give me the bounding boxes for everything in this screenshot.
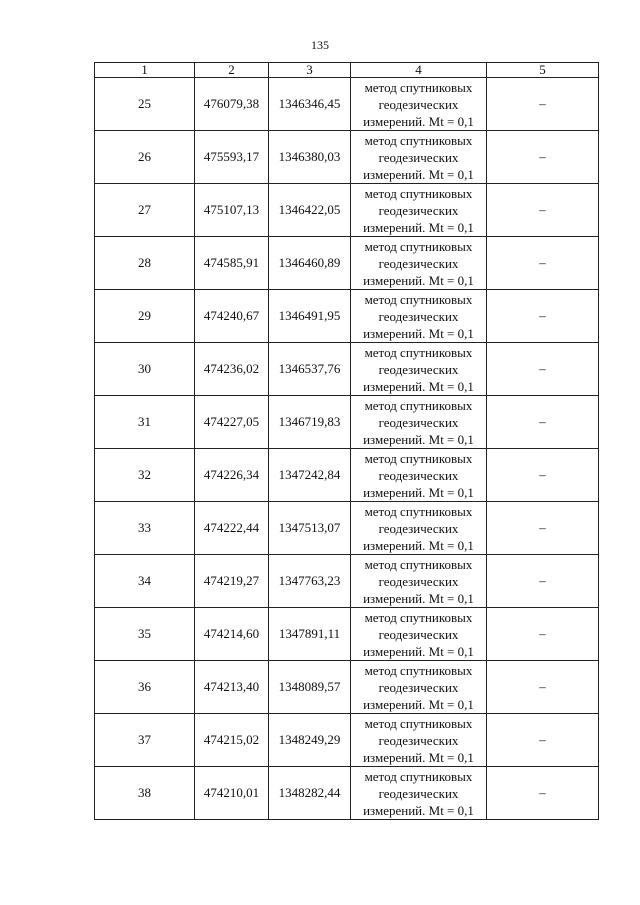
method-line: измерений. Mt = 0,1: [363, 590, 474, 606]
method-cell: [351, 290, 487, 343]
table-row: [95, 343, 599, 396]
header-row: [95, 63, 599, 78]
method-line: измерений. Mt = 0,1: [363, 643, 474, 659]
y-coordinate-cell: 1346460,89: [269, 237, 351, 290]
point-number-cell: 38: [95, 767, 195, 820]
method-line: метод спутниковых: [364, 609, 473, 625]
point-number-cell: 29: [95, 290, 195, 343]
x-coordinate-cell: 474585,91: [195, 237, 269, 290]
table-row: [95, 767, 599, 820]
note-cell: –: [487, 714, 599, 767]
table-row: [95, 237, 599, 290]
method-cell: [351, 343, 487, 396]
method-line: геодезических: [378, 785, 459, 801]
header-col-3: 3: [269, 63, 351, 78]
table-row: [95, 396, 599, 449]
table-body: [95, 78, 599, 820]
method-line: измерений. Mt = 0,1: [363, 537, 474, 553]
x-coordinate-cell: 474214,60: [195, 608, 269, 661]
note-cell: –: [487, 449, 599, 502]
point-number-cell: 36: [95, 661, 195, 714]
method-line: измерений. Mt = 0,1: [363, 802, 474, 818]
point-number-cell: 35: [95, 608, 195, 661]
y-coordinate-cell: 1347763,23: [269, 555, 351, 608]
method-line: метод спутниковых: [364, 556, 473, 572]
method-cell: [351, 767, 487, 820]
table-row: [95, 661, 599, 714]
x-coordinate-cell: 474210,01: [195, 767, 269, 820]
note-cell: –: [487, 290, 599, 343]
x-coordinate-cell: 474227,05: [195, 396, 269, 449]
note-cell: –: [487, 237, 599, 290]
note-cell: –: [487, 343, 599, 396]
table-row: [95, 502, 599, 555]
method-line: измерений. Mt = 0,1: [363, 696, 474, 712]
method-cell: [351, 502, 487, 555]
header-col-1: 1: [95, 63, 195, 78]
method-line: геодезических: [378, 679, 459, 695]
method-cell: [351, 661, 487, 714]
point-number-cell: 30: [95, 343, 195, 396]
note-cell: –: [487, 78, 599, 131]
method-line: метод спутниковых: [364, 291, 473, 307]
table-row: [95, 555, 599, 608]
point-number-cell: 26: [95, 131, 195, 184]
y-coordinate-cell: 1346380,03: [269, 131, 351, 184]
x-coordinate-cell: 474240,67: [195, 290, 269, 343]
y-coordinate-cell: 1346346,45: [269, 78, 351, 131]
method-line: метод спутниковых: [364, 662, 473, 678]
method-line: геодезических: [378, 520, 459, 536]
note-cell: –: [487, 555, 599, 608]
method-line: геодезических: [378, 573, 459, 589]
table-row: [95, 608, 599, 661]
table-row: [95, 184, 599, 237]
note-cell: –: [487, 502, 599, 555]
y-coordinate-cell: 1346422,05: [269, 184, 351, 237]
x-coordinate-cell: 474213,40: [195, 661, 269, 714]
note-cell: –: [487, 131, 599, 184]
y-coordinate-cell: 1347242,84: [269, 449, 351, 502]
y-coordinate-cell: 1346719,83: [269, 396, 351, 449]
method-line: геодезических: [378, 255, 459, 271]
method-line: измерений. Mt = 0,1: [363, 749, 474, 765]
method-cell: [351, 131, 487, 184]
method-cell: [351, 449, 487, 502]
method-cell: [351, 396, 487, 449]
y-coordinate-cell: 1346537,76: [269, 343, 351, 396]
method-line: измерений. Mt = 0,1: [363, 166, 474, 182]
x-coordinate-cell: 475593,17: [195, 131, 269, 184]
point-number-cell: 25: [95, 78, 195, 131]
table-row: [95, 449, 599, 502]
method-line: метод спутниковых: [364, 450, 473, 466]
coordinates-table: [94, 62, 599, 820]
point-number-cell: 37: [95, 714, 195, 767]
y-coordinate-cell: 1347513,07: [269, 502, 351, 555]
y-coordinate-cell: 1348249,29: [269, 714, 351, 767]
method-line: измерений. Mt = 0,1: [363, 325, 474, 341]
y-coordinate-cell: 1348089,57: [269, 661, 351, 714]
method-line: геодезических: [378, 149, 459, 165]
x-coordinate-cell: 474215,02: [195, 714, 269, 767]
table-row: [95, 714, 599, 767]
method-line: геодезических: [378, 626, 459, 642]
x-coordinate-cell: 474226,34: [195, 449, 269, 502]
method-line: геодезических: [378, 361, 459, 377]
method-cell: [351, 184, 487, 237]
table-row: [95, 290, 599, 343]
x-coordinate-cell: 476079,38: [195, 78, 269, 131]
method-line: метод спутниковых: [364, 397, 473, 413]
method-line: измерений. Mt = 0,1: [363, 378, 474, 394]
method-line: геодезических: [378, 308, 459, 324]
note-cell: –: [487, 608, 599, 661]
method-line: метод спутниковых: [364, 132, 473, 148]
point-number-cell: 31: [95, 396, 195, 449]
method-line: метод спутниковых: [364, 344, 473, 360]
table-row: [95, 131, 599, 184]
point-number-cell: 32: [95, 449, 195, 502]
note-cell: –: [487, 396, 599, 449]
method-cell: [351, 237, 487, 290]
y-coordinate-cell: 1346491,95: [269, 290, 351, 343]
table-header: [95, 63, 599, 78]
y-coordinate-cell: 1348282,44: [269, 767, 351, 820]
method-cell: [351, 555, 487, 608]
x-coordinate-cell: 474236,02: [195, 343, 269, 396]
point-number-cell: 33: [95, 502, 195, 555]
y-coordinate-cell: 1347891,11: [269, 608, 351, 661]
method-cell: [351, 78, 487, 131]
method-line: измерений. Mt = 0,1: [363, 272, 474, 288]
method-line: метод спутниковых: [364, 715, 473, 731]
note-cell: –: [487, 661, 599, 714]
method-cell: [351, 608, 487, 661]
method-line: измерений. Mt = 0,1: [363, 219, 474, 235]
note-cell: –: [487, 767, 599, 820]
point-number-cell: 28: [95, 237, 195, 290]
header-col-4: 4: [351, 63, 487, 78]
method-line: геодезических: [378, 467, 459, 483]
method-line: геодезических: [378, 202, 459, 218]
header-col-2: 2: [195, 63, 269, 78]
page-number: 135: [311, 38, 329, 52]
x-coordinate-cell: 474222,44: [195, 502, 269, 555]
x-coordinate-cell: 474219,27: [195, 555, 269, 608]
method-line: метод спутниковых: [364, 238, 473, 254]
method-line: измерений. Mt = 0,1: [363, 113, 474, 129]
header-col-5: 5: [487, 63, 599, 78]
method-line: метод спутниковых: [364, 79, 473, 95]
x-coordinate-cell: 475107,13: [195, 184, 269, 237]
method-line: геодезических: [378, 96, 459, 112]
method-line: метод спутниковых: [364, 185, 473, 201]
method-line: метод спутниковых: [364, 768, 473, 784]
method-line: геодезических: [378, 414, 459, 430]
point-number-cell: 27: [95, 184, 195, 237]
point-number-cell: 34: [95, 555, 195, 608]
method-line: измерений. Mt = 0,1: [363, 484, 474, 500]
method-cell: [351, 714, 487, 767]
method-line: геодезических: [378, 732, 459, 748]
method-line: метод спутниковых: [364, 503, 473, 519]
method-line: измерений. Mt = 0,1: [363, 431, 474, 447]
note-cell: –: [487, 184, 599, 237]
table-row: [95, 78, 599, 131]
